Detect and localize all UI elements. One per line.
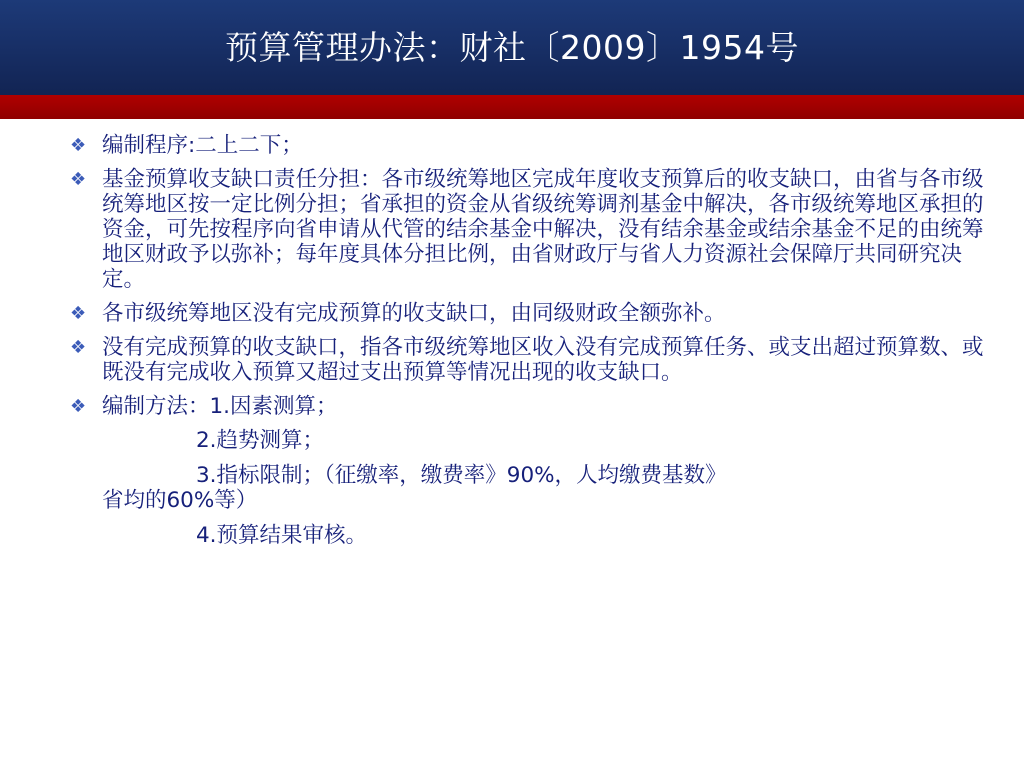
slide-title: 预算管理办法：财社〔2009〕1954号 [225, 28, 799, 67]
sub-item: 4.预算结果审核。 [196, 523, 368, 548]
bullet-text: 各市级统筹地区没有完成预算的收支缺口，由同级财政全额弥补。 [102, 301, 726, 326]
title-bar [0, 0, 1024, 95]
diamond-bullet-icon: ❖ [70, 303, 87, 324]
diamond-bullet-icon: ❖ [70, 135, 87, 156]
bullet-item [64, 335, 984, 385]
bullet-text: 基金预算收支缺口责任分担：各市级统筹地区完成年度收支预算后的收支缺口，由省与各市级统筹地区按一定比例分担；省承担的资金从省级统筹调剂基金中解决，各市级统筹地区承担的资金，可先按程序向省申请从代管的结余基金中解决，没有结余基金或结余基金不足的由统筹地区财政予以弥补；每年度具体分担比例，由省财政厅与省人力资源社会保障厅共同研究决定。 [102, 167, 984, 292]
accent-stripe [0, 95, 1024, 119]
bullet-item [64, 133, 984, 158]
diamond-bullet-icon: ❖ [70, 337, 87, 358]
bullet-text: 编制程序:二上二下； [102, 133, 303, 158]
sub-item: 2.趋势测算； [196, 428, 325, 453]
sub-item-continuation: 省均的60%等） [102, 488, 258, 513]
bullet-text: 没有完成预算的收支缺口，指各市级统筹地区收入没有完成预算任务、或支出超过预算数、或既没有完成收入预算又超过支出预算等情况出现的收支缺口。 [102, 335, 984, 385]
diamond-bullet-icon: ❖ [70, 396, 87, 417]
bullet-text: 编制方法：1.因素测算； [102, 394, 338, 419]
sub-item: 3.指标限制；（征缴率，缴费率》90%，人均缴费基数》 [196, 463, 727, 488]
bullet-item [64, 301, 984, 326]
bullet-item [64, 167, 984, 292]
slide-body [64, 133, 984, 558]
bullet-item [64, 394, 984, 419]
diamond-bullet-icon: ❖ [70, 169, 87, 190]
